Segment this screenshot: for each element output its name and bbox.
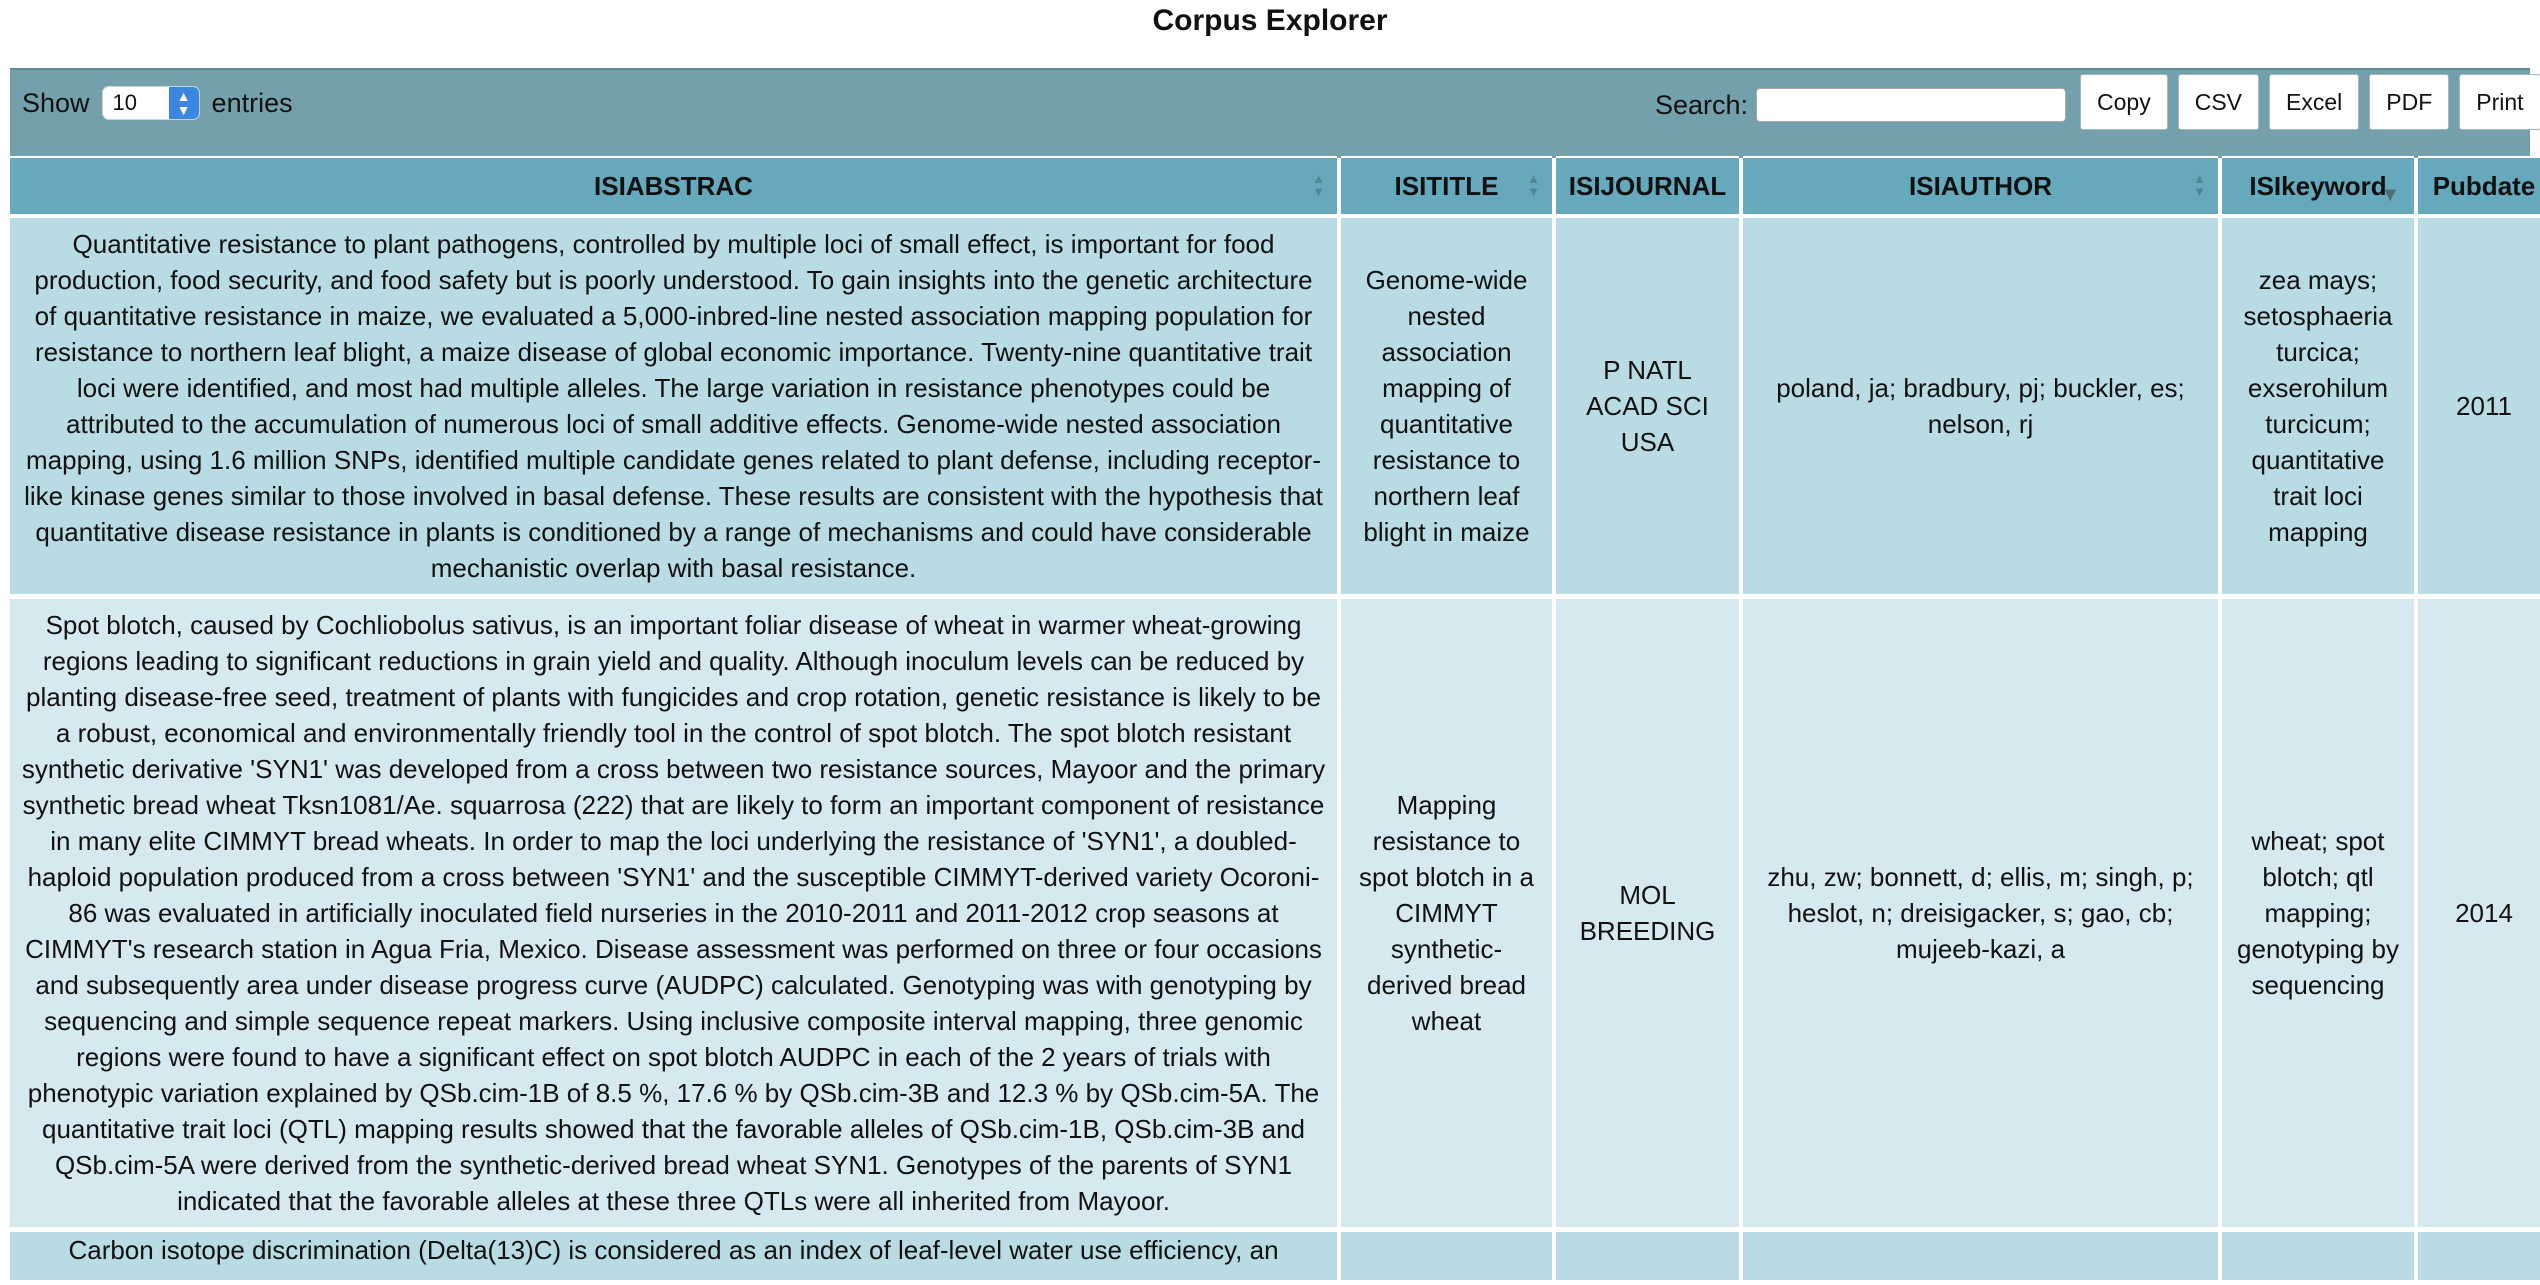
title-cell: Mapping resistance to spot blotch in a CIMMYT synthetic-derived bread wheat xyxy=(1341,599,1552,1232)
abstract-cell: Quantitative resistance to plant pathogens, controlled by multiple loci of small effect, is important for food production, food security, and food safety but is poorly understood. To gain insights into the genetic architecture of quantitative resistance in maize, we evaluated a 5,000-inbred-line nested association mapping population for resistance to northern leaf blight, a maize disease of global economic importance. Twenty-nine quantitative trait loci were identified, and most had multiple alleles. The large variation in resistance phenotypes could be attributed to the accumulation of numerous loci of small additive effects. Genome-wide nested association mapping, using 1.6 million SNPs, identified multiple candidate genes related to plant defense, including receptor-like kinase genes similar to those involved in basal defense. These results are consistent with the hypothesis that quantitative disease resistance in plants is conditioned by a range of mechanisms and could have considerable mechanistic overlap with basal resistance. xyxy=(10,218,1337,599)
column-header-pubdate[interactable] xyxy=(2418,156,2540,218)
column-header-label: ISIkeyword xyxy=(2249,170,2387,201)
author-cell: zhu, zw; bonnett, d; ellis, m; singh, p; heslot, n; dreisigacker, s; gao, cb; mujeeb-kazi, a xyxy=(1743,599,2218,1232)
pubdate-cell xyxy=(2418,1232,2540,1285)
table-row xyxy=(10,1232,2540,1285)
entries-select-value: 10 xyxy=(112,90,138,115)
abstract-cell: Spot blotch, caused by Cochliobolus sativus, is an important foliar disease of wheat in warmer wheat-growing regions leading to significant reductions in grain yield and quality. Although inoculum levels can be reduced by planting disease-free seed, treatment of plants with fungicides and crop rotation, genetic resistance is likely to be a robust, economical and environmentally friendly tool in the control of spot blotch. The spot blotch resistant synthetic derivative 'SYN1' was developed from a cross between two resistance sources, Mayoor and the primary synthetic bread wheat Tksn1081/Ae. squarrosa (222) that are likely to form an important component of resistance in many elite CIMMYT bread wheats. In order to map the loci underlying the resistance of 'SYN1', a doubled-haploid population produced from a cross between 'SYN1' and the susceptible CIMMYT-derived variety Ocoroni-86 was evaluated in artificially inoculated field nurseries in the 2010-2011 and 2011-2012 crop seasons at CIMMYT's research station in Agua Fria, Mexico. Disease assessment was performed on three or four occasions and subsequently area under disease progress curve (AUDPC) calculated. Genotyping was with genotyping by sequencing and simple sequence repeat markers. Using inclusive composite interval mapping, three genomic regions were found to have a significant effect on spot blotch AUDPC in each of the 2 years of trials with phenotypic variation explained by QSb.cim-1B of 8.5 %, 17.6 % by QSb.cim-3B and 12.3 % by QSb.cim-5A. The quantitative trait loci (QTL) mapping results showed that the favorable alleles of QSb.cim-1B, QSb.cim-3B and QSb.cim-5A were derived from the synthetic-derived bread wheat SYN1. Genotypes of the parents of SYN1 indicated that the favorable alleles at these three QTLs were all inherited from Mayoor. xyxy=(10,599,1337,1232)
column-header-label: ISIABSTRAC xyxy=(594,170,753,201)
search-label: Search: xyxy=(1655,89,1749,120)
keyword-cell xyxy=(2222,1232,2414,1285)
sort-both-icon: ▲ ▼ xyxy=(1312,171,1325,199)
keyword-cell: wheat; spot blotch; qtl mapping; genotyping by sequencing xyxy=(2222,599,2414,1232)
select-arrows-icon: ▲ ▼ xyxy=(169,87,199,119)
column-header-isititle[interactable] xyxy=(1341,156,1552,218)
column-header-isiabstrac[interactable] xyxy=(10,156,1337,218)
length-control xyxy=(22,86,293,120)
author-cell: poland, ja; bradbury, pj; buckler, es; nelson, rj xyxy=(1743,218,2218,599)
column-header-label: ISIJOURNAL xyxy=(1568,170,1727,201)
journal-cell: P NATL ACAD SCI USA xyxy=(1556,218,1739,599)
table-header-row xyxy=(10,156,2540,218)
column-header-label: Pubdate xyxy=(2432,170,2536,201)
pdf-button[interactable]: PDF xyxy=(2369,74,2449,130)
journal-cell: MOL BREEDING xyxy=(1556,599,1739,1232)
abstract-cell: Carbon isotope discrimination (Delta(13)C) is considered as an index of leaf-level water use efficiency, an xyxy=(10,1232,1337,1285)
csv-button[interactable]: CSV xyxy=(2178,74,2259,130)
journal-cell xyxy=(1556,1232,1739,1285)
column-header-isijournal[interactable] xyxy=(1556,156,1739,218)
author-cell xyxy=(1743,1232,2218,1285)
print-button[interactable]: Print xyxy=(2459,74,2540,130)
table-row xyxy=(10,218,2540,599)
pubdate-cell: 2014 xyxy=(2418,599,2540,1232)
keyword-cell: zea mays; setosphaeria turcica; exserohilum turcicum; quantitative trait loci mapping xyxy=(2222,218,2414,599)
copy-button[interactable]: Copy xyxy=(2080,74,2168,130)
entries-select[interactable] xyxy=(102,86,200,120)
excel-button[interactable]: Excel xyxy=(2269,74,2359,130)
column-header-isikeyword[interactable] xyxy=(2222,156,2414,218)
title-cell xyxy=(1341,1232,1552,1285)
corpus-table xyxy=(6,156,2540,1285)
column-header-label: ISIAUTHOR xyxy=(1909,170,2052,201)
sort-both-icon: ▲ ▼ xyxy=(2193,171,2206,199)
search-control xyxy=(1655,88,2066,122)
pubdate-cell: 2011 xyxy=(2418,218,2540,599)
entries-label: entries xyxy=(211,87,293,118)
page-title: Corpus Explorer xyxy=(1152,4,1388,37)
search-input[interactable] xyxy=(1756,88,2066,122)
table-toolbar xyxy=(10,68,2530,158)
show-label: Show xyxy=(22,87,90,118)
title-cell: Genome-wide nested association mapping of quantitative resistance to northern leaf blight in maize xyxy=(1341,218,1552,599)
sort-desc-icon: ▼ xyxy=(2380,184,2400,206)
table-row xyxy=(10,599,2540,1232)
column-header-isiauthor[interactable] xyxy=(1743,156,2218,218)
column-header-label: ISITITLE xyxy=(1394,170,1499,201)
sort-both-icon: ▲ ▼ xyxy=(1527,171,1540,199)
export-buttons xyxy=(2080,74,2540,130)
